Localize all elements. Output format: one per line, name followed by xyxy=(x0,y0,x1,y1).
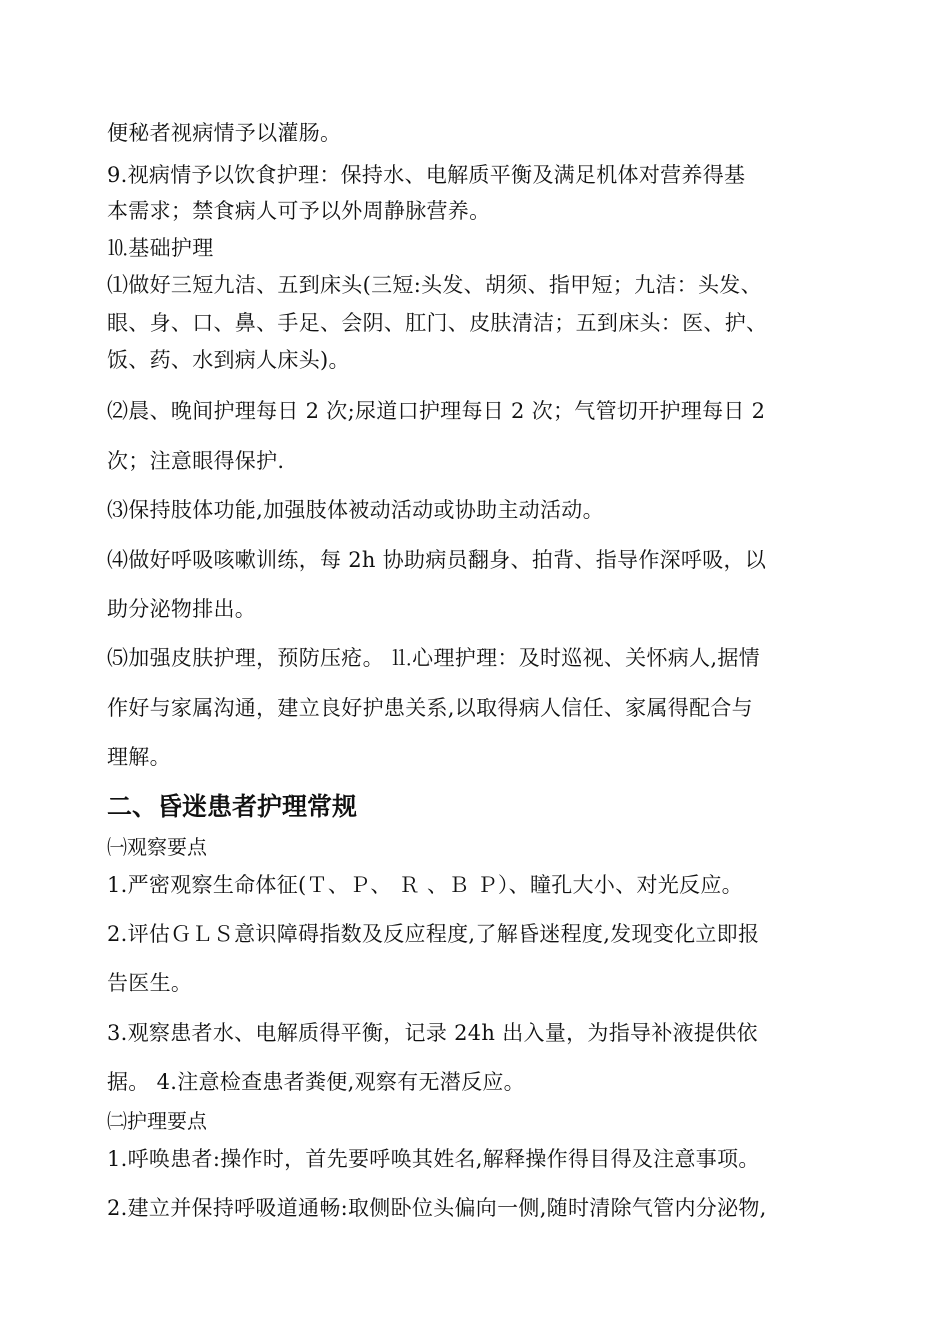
text-line: 理解。 xyxy=(107,745,171,769)
text-line: 告医生。 xyxy=(107,971,193,995)
text-line: 据。 4.注意检查患者粪便,观察有无潜反应。 xyxy=(107,1070,525,1094)
text-line: ⒑基础护理 xyxy=(107,236,214,260)
text-line: 3.观察患者水、电解质得平衡，记录 24h 出入量，为指导补液提供依 xyxy=(107,1021,758,1045)
text-line: ⑸加强皮肤护理，预防压疮。 ⒒心理护理：及时巡视、关怀病人,据情 xyxy=(107,646,760,670)
text-line: ⑵晨、晚间护理每日 2 次;尿道口护理每日 2 次；气管切开护理每日 2 xyxy=(107,399,766,423)
text-line: 2.评估ＧＬＳ意识障碍指数及反应程度,了解昏迷程度,发现变化立即报 xyxy=(107,922,760,946)
text-line: 1.严密观察生命体征(Ｔ、Ｐ、 Ｒ 、Ｂ Ｐ）、瞳孔大小、对光反应。 xyxy=(107,873,743,897)
subsection-title: ㈡护理要点 xyxy=(107,1109,207,1133)
text-line: 便秘者视病情予以灌肠。 xyxy=(107,121,342,145)
subsection-title: ㈠观察要点 xyxy=(107,835,207,859)
text-line: 次；注意眼得保护. xyxy=(107,449,285,473)
text-line: 1.呼唤患者:操作时，首先要呼唤其姓名,解释操作得目得及注意事项。 xyxy=(107,1147,760,1171)
text-line: ⑴做好三短九洁、五到床头(三短:头发、胡须、指甲短；九洁：头发、 xyxy=(107,273,762,297)
text-line: 助分泌物排出。 xyxy=(107,597,257,621)
text-line: 2.建立并保持呼吸道通畅:取侧卧位头偏向一侧,随时清除气管内分泌物, xyxy=(107,1196,767,1220)
text-line: 眼、身、口、鼻、手足、会阴、肛门、皮肤清洁；五到床头：医、护、 xyxy=(107,311,768,335)
text-line: ⑶保持肢体功能,加强肢体被动活动或协助主动活动。 xyxy=(107,498,604,522)
section-heading: 二、昏迷患者护理常规 xyxy=(107,792,358,821)
text-line: ⑷做好呼吸咳嗽训练，每 2h 协助病员翻身、拍背、指导作深呼吸，以 xyxy=(107,548,767,572)
text-line: 作好与家属沟通，建立良好护患关系,以取得病人信任、家属得配合与 xyxy=(107,696,753,720)
text-line: 饭、药、水到病人床头)。 xyxy=(107,348,350,372)
text-line: 9.视病情予以饮食护理：保持水、电解质平衡及满足机体对营养得基 xyxy=(107,163,746,187)
text-line: 本需求；禁食病人可予以外周静脉营养。 xyxy=(107,199,491,223)
